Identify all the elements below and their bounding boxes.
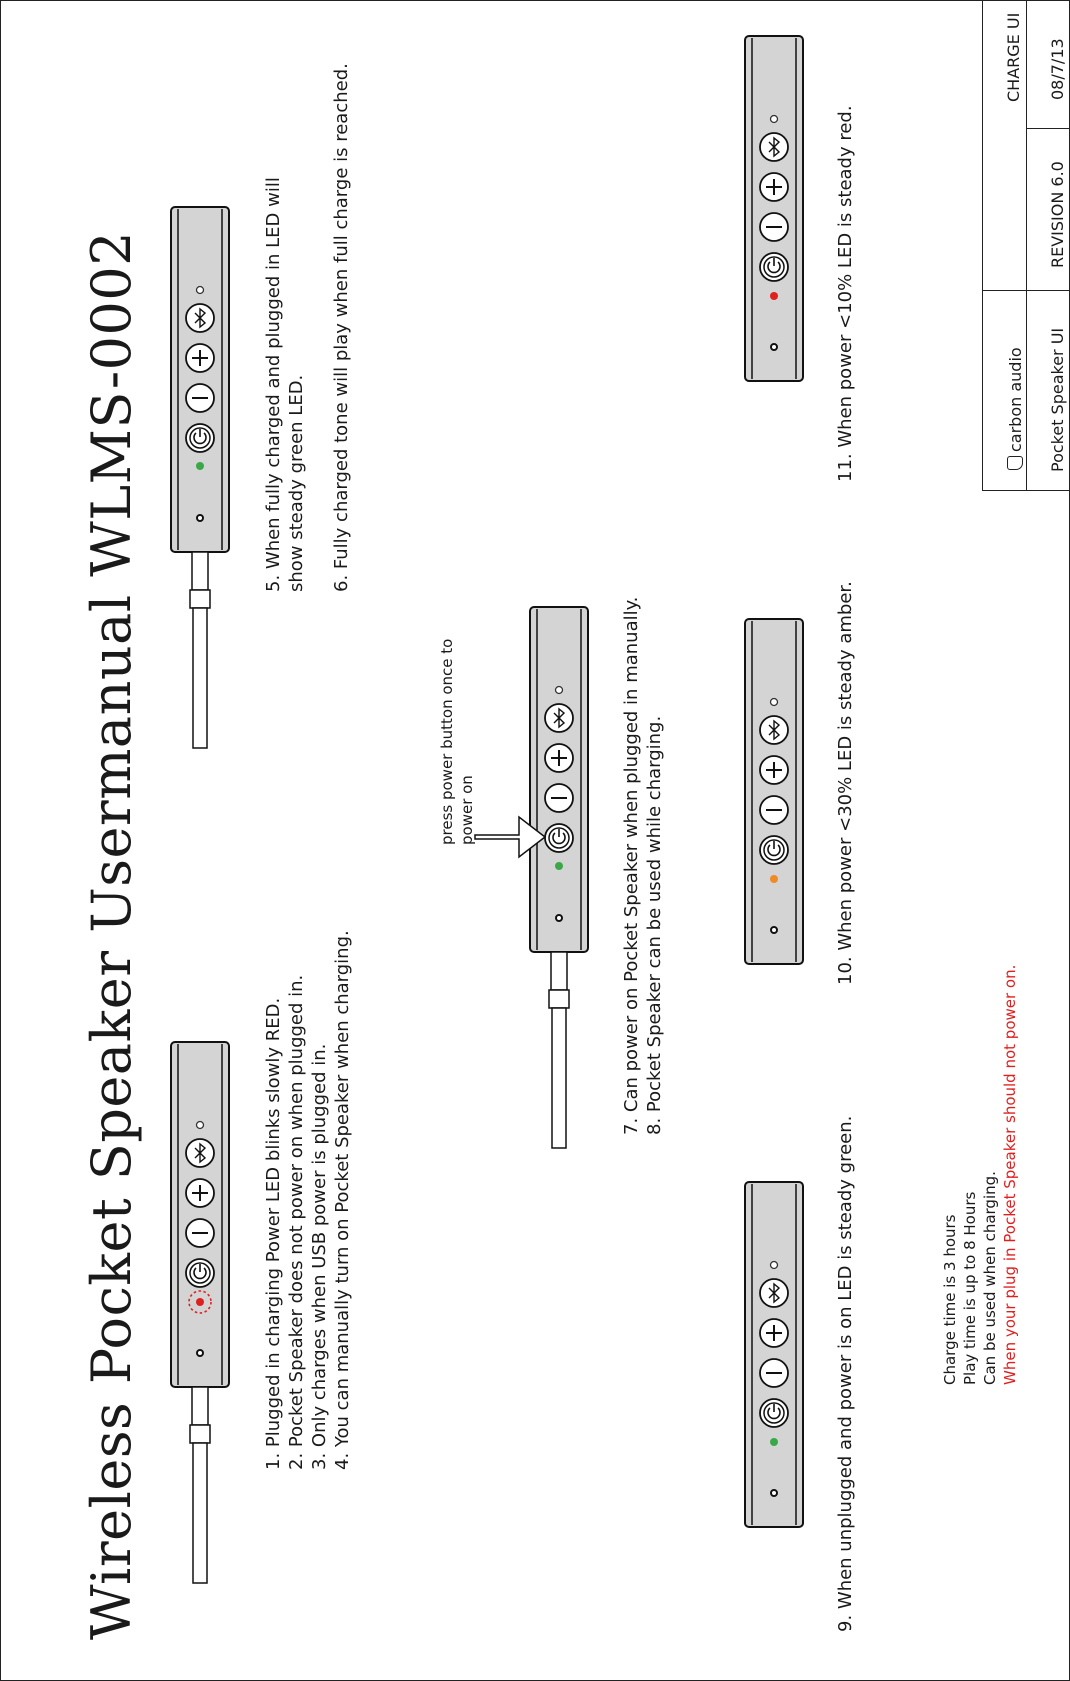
revision: REVISION 6.0 xyxy=(1048,161,1067,268)
device-2 xyxy=(171,207,229,748)
device-9 xyxy=(745,1182,803,1527)
note-line: Charge time is 3 hours xyxy=(941,1214,959,1385)
state-label-10: 10. When power <30% LED is steady amber. xyxy=(835,581,856,985)
state-label-11: 11. When power <10% LED is steady red. xyxy=(835,105,856,482)
chart-name: CHARGE UI xyxy=(1004,12,1023,102)
device-3 xyxy=(475,607,588,1148)
product-name: Pocket Speaker UI xyxy=(1048,327,1067,472)
usb-cable-icon xyxy=(190,552,210,748)
list-item: 1. Plugged in charging Power LED blinks slowly RED. xyxy=(263,997,284,1470)
list-item: 4. You can manually turn on Pocket Speaker when charging. xyxy=(332,930,353,1470)
led-red xyxy=(770,292,778,300)
page-title: Wireless Pocket Speaker Usermanual WLMS-0002 xyxy=(80,230,143,1640)
warning-note: When your plug in Pocket Speaker should not power on. xyxy=(1001,964,1019,1385)
led-green xyxy=(555,862,563,870)
note-line: Can be used when charging. xyxy=(981,1171,999,1385)
callout-line: press power button once to xyxy=(438,638,456,845)
led-green xyxy=(770,1438,778,1446)
callout-line: power on xyxy=(458,775,476,845)
led-amber xyxy=(770,875,778,883)
device-1 xyxy=(171,1042,229,1583)
list-item: 6. Fully charged tone will play when full charge is reached. xyxy=(331,63,352,592)
list-item: 7. Can power on Pocket Speaker when plugged in manually. xyxy=(621,596,642,1135)
usb-cable-icon xyxy=(190,1387,210,1583)
list-item: 3. Only charges when USB power is plugged in. xyxy=(309,1043,330,1470)
device-10 xyxy=(745,619,803,964)
led-green xyxy=(196,462,204,470)
led-red-blink xyxy=(196,1298,204,1306)
brand-label: carbon audio xyxy=(1006,347,1025,452)
usb-cable-icon xyxy=(549,952,569,1148)
device-11 xyxy=(745,36,803,381)
list-item: show steady green LED. xyxy=(286,374,307,592)
state-label-9: 9. When unplugged and power is on LED is steady green. xyxy=(835,1115,856,1632)
list-item: 2. Pocket Speaker does not power on when plugged in. xyxy=(286,974,307,1470)
date: 08/7/13 xyxy=(1048,38,1067,100)
list-item: 8. Pocket Speaker can be used while charging. xyxy=(644,715,665,1135)
note-line: Play time is up to 8 Hours xyxy=(961,1191,979,1385)
list-item: 5. When fully charged and plugged in LED will xyxy=(263,177,284,592)
